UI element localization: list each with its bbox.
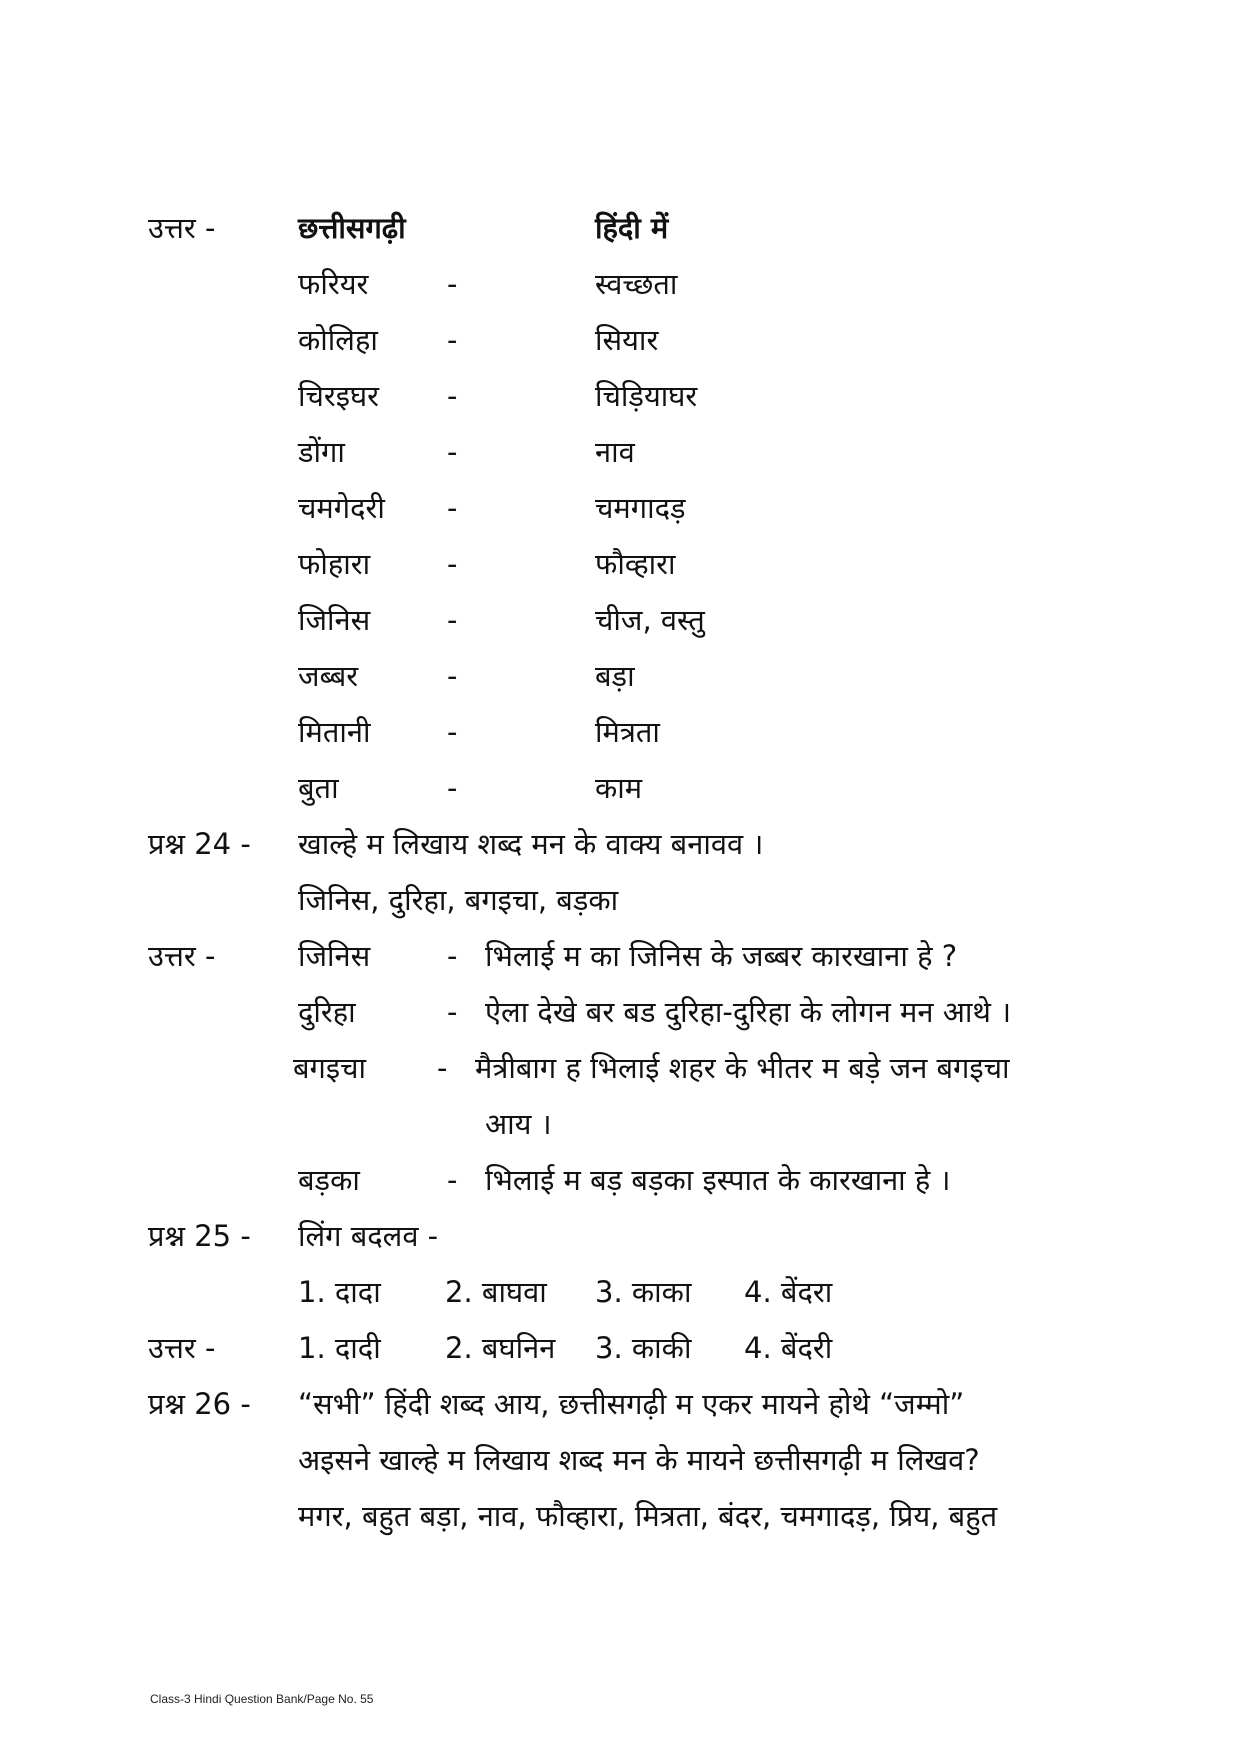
- glossary-dash: -: [447, 547, 458, 581]
- answer-24-label: उत्तर -: [148, 939, 216, 973]
- question-26-line: मगर, बहुत बड़ा, नाव, फौव्हारा, मित्रता, बंदर, चमगादड़, प्रिय, बहुत: [298, 1499, 998, 1533]
- glossary-hindi-word: काम: [595, 771, 643, 805]
- glossary-hindi-word: स्वच्छता: [595, 267, 678, 301]
- glossary-hindi-word: सियार: [595, 323, 659, 357]
- column-header-hindi: हिंदी में: [595, 211, 669, 245]
- glossary-dash: -: [447, 379, 458, 413]
- glossary-dash: -: [447, 267, 458, 301]
- question-24-text: खाल्हे म लिखाय शब्द मन के वाक्य बनावव ।: [298, 827, 764, 861]
- answer-25-item: 4. बेंदरी: [744, 1331, 833, 1365]
- glossary-cg-word: मितानी: [298, 715, 371, 749]
- glossary-hindi-word: फौव्हारा: [595, 547, 676, 581]
- answer-24-dash: -: [437, 1051, 448, 1085]
- question-25-option: 4. बेंदरा: [744, 1275, 833, 1309]
- answer-24-word: दुरिहा: [298, 995, 356, 1029]
- glossary-hindi-word: चिड़ियाघर: [595, 379, 698, 413]
- answer-24-word: बड़का: [298, 1163, 360, 1197]
- answer-24-sentence: मैत्रीबाग ह भिलाई शहर के भीतर म बड़े जन बगइचा: [475, 1051, 1010, 1085]
- answer-25-item: 3. काकी: [595, 1331, 692, 1365]
- question-25-option: 2. बाघवा: [445, 1275, 547, 1309]
- answer-24-word: जिनिस: [298, 939, 371, 973]
- answer-25-label: उत्तर -: [148, 1331, 216, 1365]
- question-24-words: जिनिस, दुरिहा, बगइचा, बड़का: [298, 883, 619, 917]
- glossary-cg-word: फोहारा: [298, 547, 371, 581]
- answer-24-sentence: भिलाई म का जिनिस के जब्बर कारखाना हे ?: [485, 939, 958, 973]
- answer-24-word: बगइचा: [293, 1051, 367, 1085]
- answer-25-item: 1. दादी: [298, 1331, 381, 1365]
- glossary-cg-word: जिनिस: [298, 603, 371, 637]
- question-25-text: लिंग बदलव -: [298, 1219, 439, 1253]
- question-26-line: “सभी” हिंदी शब्द आय, छत्तीसगढ़ी म एकर मायने होथे “जम्मो”: [298, 1387, 965, 1421]
- glossary-dash: -: [447, 323, 458, 357]
- glossary-cg-word: चमगेदरी: [298, 491, 385, 525]
- glossary-hindi-word: चीज, वस्तु: [595, 603, 705, 637]
- glossary-cg-word: कोलिहा: [298, 323, 378, 357]
- question-25-option: 3. काका: [595, 1275, 692, 1309]
- glossary-cg-word: फरियर: [298, 267, 369, 301]
- answer-24-sentence-continuation: आय ।: [485, 1107, 552, 1141]
- column-header-chhattisgarhi: छत्तीसगढ़ी: [298, 211, 406, 245]
- question-26-line: अइसने खाल्हे म लिखाय शब्द मन के मायने छत्तीसगढ़ी म लिखव?: [298, 1443, 980, 1477]
- answer-24-dash: -: [447, 995, 458, 1029]
- page-footer: Class-3 Hindi Question Bank/Page No. 55: [150, 1692, 374, 1706]
- question-25-label: प्रश्न 25 -: [148, 1219, 251, 1253]
- question-24-label: प्रश्न 24 -: [148, 827, 251, 861]
- glossary-dash: -: [447, 771, 458, 805]
- answer-24-sentence: ऐला देखे बर बड दुरिहा-दुरिहा के लोगन मन आथे ।: [485, 995, 1012, 1029]
- glossary-hindi-word: मित्रता: [595, 715, 660, 749]
- glossary-cg-word: चिरइघर: [298, 379, 380, 413]
- answer-24-dash: -: [447, 939, 458, 973]
- glossary-dash: -: [447, 603, 458, 637]
- glossary-dash: -: [447, 659, 458, 693]
- glossary-dash: -: [447, 715, 458, 749]
- answer-25-item: 2. बघनिन: [445, 1331, 556, 1365]
- answer-24-dash: -: [447, 1163, 458, 1197]
- glossary-cg-word: जब्बर: [298, 659, 359, 693]
- answer-label: उत्तर -: [148, 211, 216, 245]
- glossary-cg-word: बुता: [298, 771, 339, 805]
- question-26-label: प्रश्न 26 -: [148, 1387, 251, 1421]
- glossary-hindi-word: चमगादड़: [595, 491, 686, 525]
- glossary-dash: -: [447, 491, 458, 525]
- glossary-hindi-word: नाव: [595, 435, 635, 469]
- answer-24-sentence: भिलाई म बड़ बड़का इस्पात के कारखाना हे ।: [485, 1163, 951, 1197]
- glossary-cg-word: डोंगा: [298, 435, 345, 469]
- question-25-option: 1. दादा: [298, 1275, 381, 1309]
- glossary-dash: -: [447, 435, 458, 469]
- glossary-hindi-word: बड़ा: [595, 659, 635, 693]
